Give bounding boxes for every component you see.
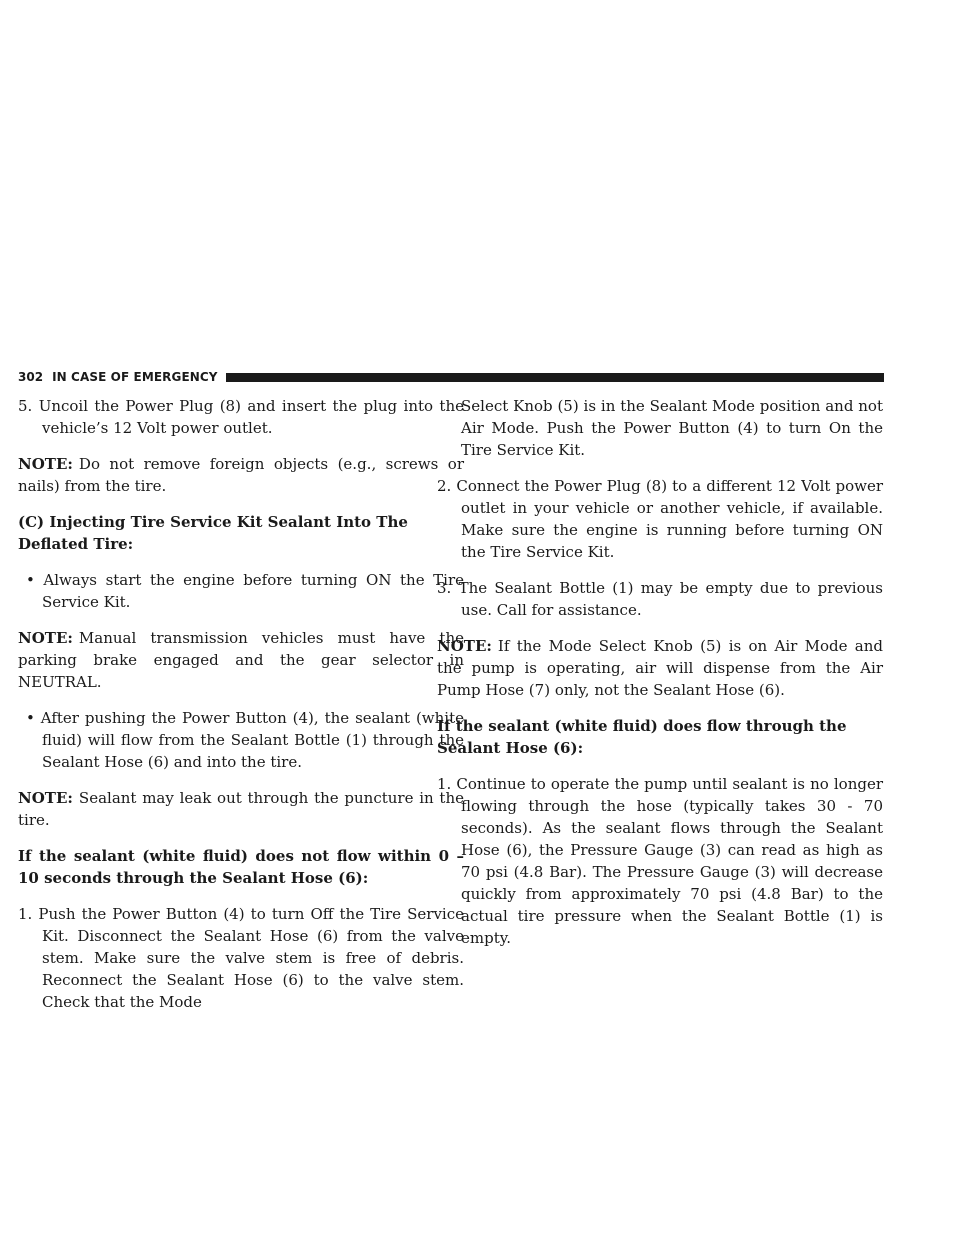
step-3: 3. The Sealant Bottle (1) may be empty due to previous use. Call for assistance. — [437, 579, 883, 619]
step-5: 5. Uncoil the Power Plug (8) and insert the plug into the vehicle’s 12 Volt power outlet. — [18, 397, 464, 437]
section-title: IN CASE OF EMERGENCY — [52, 370, 218, 384]
right-column — [437, 395, 883, 963]
note-label: NOTE: — [437, 637, 492, 655]
note-label: NOTE: — [18, 455, 73, 473]
bullet-item: • After pushing the Power Button (4), the sealant (white fluid) will flow from the Sealant Bottle (1) through the Sealant Hose (6) and into the tire. — [26, 709, 464, 771]
note-label: NOTE: — [18, 789, 73, 807]
bullet-item: • Always start the engine before turning ON the Tire Service Kit. — [26, 571, 464, 611]
page-number: 302 — [18, 370, 44, 384]
left-column — [18, 395, 464, 1013]
step-2: 2. Connect the Power Plug (8) to a different 12 Volt power outlet in your vehicle or another vehicle, if available. Make sure the engine is running before turning ON the Tire Service Kit. — [437, 477, 883, 561]
note-1 — [18, 453, 464, 497]
note-4 — [437, 635, 883, 701]
note-text: If the Mode Select Knob (5) is on Air Mode and the pump is operating, air will dispense from the Air Pump Hose (7) only, not the Sealant Hose (6). — [437, 637, 883, 699]
step-1-part-2: Select Knob (5) is in the Sealant Mode position and not Air Mode. Push the Power Button (4) to turn On the Tire Service Kit. — [461, 397, 883, 459]
section-heading-c: (C) Injecting Tire Service Kit Sealant Into The Deflated Tire: — [18, 513, 408, 553]
note-2 — [18, 627, 464, 693]
page-header — [18, 369, 884, 385]
header-rule — [226, 373, 884, 382]
step-1-part-1: 1. Push the Power Button (4) to turn Off the Tire Service Kit. Disconnect the Sealant Hose (6) from the valve stem. Make sure the valve stem is free of debris. Reconnect the Sealant Hose (6) to the valve stem. Check that the Mode — [18, 905, 464, 1011]
heading-flow: If the sealant (white fluid) does flow through the Sealant Hose (6): — [437, 717, 847, 757]
note-text: Sealant may leak out through the puncture in the tire. — [18, 789, 464, 829]
note-label: NOTE: — [18, 629, 73, 647]
step-1-flow: 1. Continue to operate the pump until sealant is no longer flowing through the hose (typically takes 30 - 70 seconds). As the sealant flows through the Sealant Hose (6), the Pressure Gauge (3) can read as high as 70 psi (4.8 Bar). The Pressure Gauge (3) will decrease quickly from approximately 70 psi (4.8 Bar) to the actual tire pressure when the Sealant Bottle (1) is empty. — [437, 775, 883, 947]
note-3 — [18, 787, 464, 831]
note-text: Do not remove foreign objects (e.g., screws or nails) from the tire. — [18, 455, 464, 495]
heading-no-flow: If the sealant (white fluid) does not flow within 0 – 10 seconds through the Sealant Hose (6): — [18, 847, 464, 887]
note-text: Manual transmission vehicles must have the parking brake engaged and the gear selector in NEUTRAL. — [18, 629, 464, 691]
